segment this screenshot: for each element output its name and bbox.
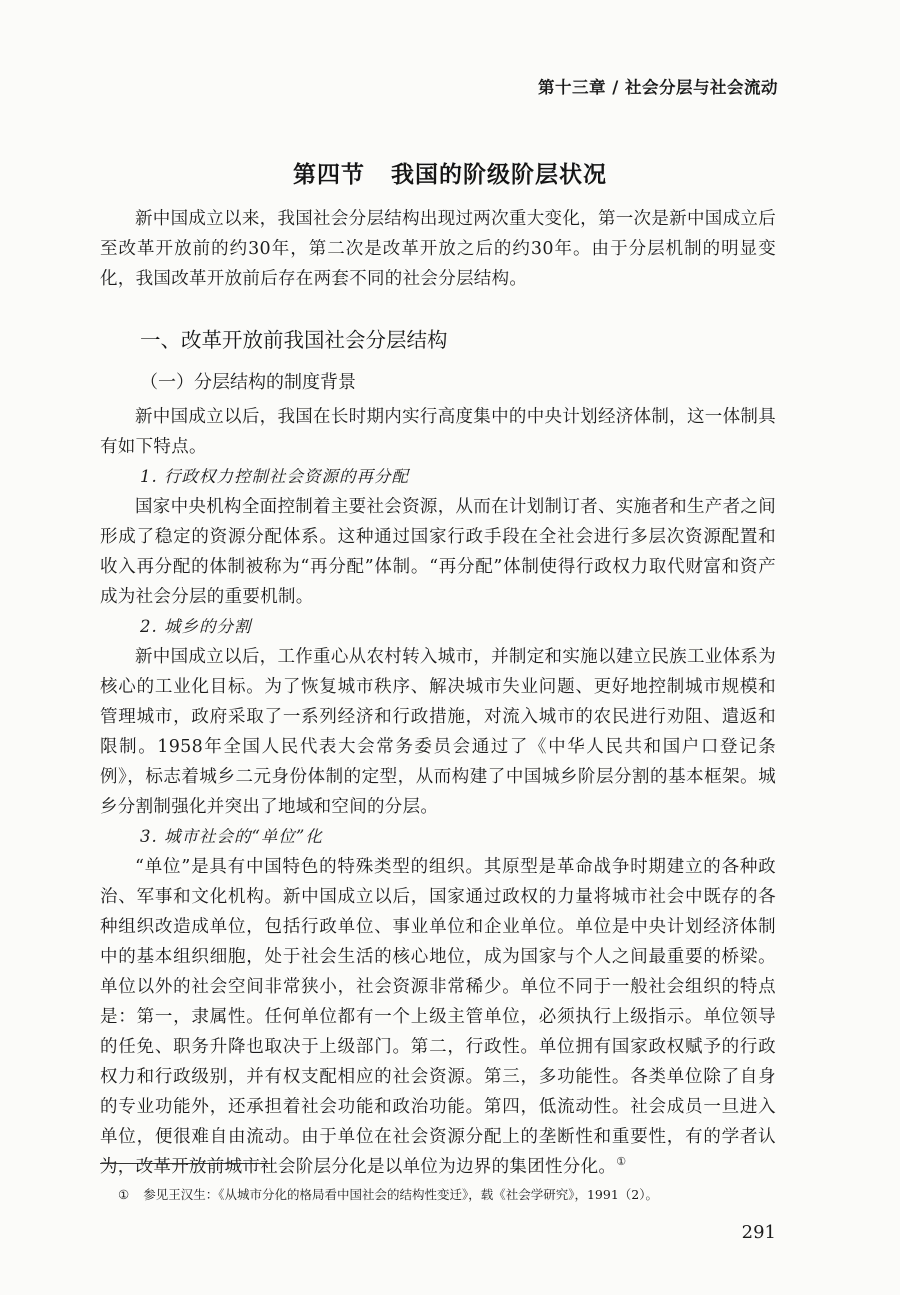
intro-paragraph: 新中国成立以来，我国社会分层结构出现过两次重大变化，第一次是新中国成立后至改革开放前的约30年，第二次是改革开放之后的约30年。由于分层机制的明显变化，我国改革开放前后存在两套不同的社会分层结构。 [100, 209, 776, 289]
running-head: 第十三章 / 社会分层与社会流动 [537, 78, 778, 97]
heading-level-1: 一、改革开放前我国社会分层结构 [140, 328, 448, 352]
footnote-text: 参见王汉生：《从城市分化的格局看中国社会的结构性变迁》，载《社会学研究》，1991（2）。 [143, 1187, 658, 1202]
heading-level-2: （一）分层结构的制度背景 [140, 372, 356, 393]
paragraph: 新中国成立以后，我国在长时期内实行高度集中的中央计划经济体制，这一体制具有如下特点。 [100, 407, 776, 457]
section-number: 第四节 [293, 162, 365, 188]
section-title [0, 156, 900, 189]
page-number: 291 [741, 1222, 776, 1243]
section-heading: 我国的阶级阶层状况 [391, 162, 607, 188]
item-heading-2: 2. 城乡的分割 [140, 617, 252, 636]
item-paragraph-3-text: “单位”是具有中国特色的特殊类型的组织。其原型是革命战争时期建立的各种政治、军事和文化机构。新中国成立以后，国家通过政权的力量将城市社会中既存的各种组织改造成单位，包括行政单位、事业单位和企业单位。单位是中央计划经济体制中的基本组织细胞，处于社会生活的核心地位，成为国家与个人之间最重要的桥梁。单位以外的社会空间非常狭小，社会资源非常稀少。单位不同于一般社会组织的特点是：第一，隶属性。任何单位都有一个上级主管单位，必须执行上级指示。单位领导的任免、职务升降也取决于上级部门。第二，行政性。单位拥有国家政权赋予的行政权力和行政级别，并有权支配相应的社会资源。第三，多功能性。各类单位除了自身的专业功能外，还承担着社会功能和政治功能。第四，低流动性。社会成员一旦进入单位，便很难自由流动。由于单位在社会资源分配上的垄断性和重要性，有的学者认为，改革开放前城市社会阶层分化是以单位为边界的集团性分化。 [100, 857, 776, 1177]
item-paragraph-3 [100, 852, 776, 1182]
footnote-mark: ① [118, 1187, 130, 1202]
item-heading-1: 1. 行政权力控制社会资源的再分配 [140, 467, 409, 486]
body-text [100, 204, 776, 1182]
item-paragraph-2: 新中国成立以后，工作重心从农村转入城市，并制定和实施以建立民族工业体系为核心的工业化目标。为了恢复城市秩序、解决城市失业问题、更好地控制城市规模和管理城市，政府采取了一系列经济和行政措施，对流入城市的农民进行劝阻、遣返和限制。1958年全国人民代表大会常务委员会通过了《中华人民共和国户口登记条例》，标志着城乡二元身份体制的定型，从而构建了中国城乡阶层分割的基本框架。城乡分割制强化并突出了地域和空间的分层。 [100, 647, 776, 817]
footnote-divider [100, 1163, 270, 1164]
item-heading-3: 3. 城市社会的“单位”化 [140, 827, 323, 846]
footnote [118, 1186, 778, 1204]
item-paragraph-1: 国家中央机构全面控制着主要社会资源，从而在计划制订者、实施者和生产者之间形成了稳定的资源分配体系。这种通过国家行政手段在全社会进行多层次资源配置和收入再分配的体制被称为“再分配”体制。“再分配”体制使得行政权力取代财富和资产成为社会分层的重要机制。 [100, 497, 776, 607]
footnote-reference[interactable]: ① [616, 1155, 627, 1169]
